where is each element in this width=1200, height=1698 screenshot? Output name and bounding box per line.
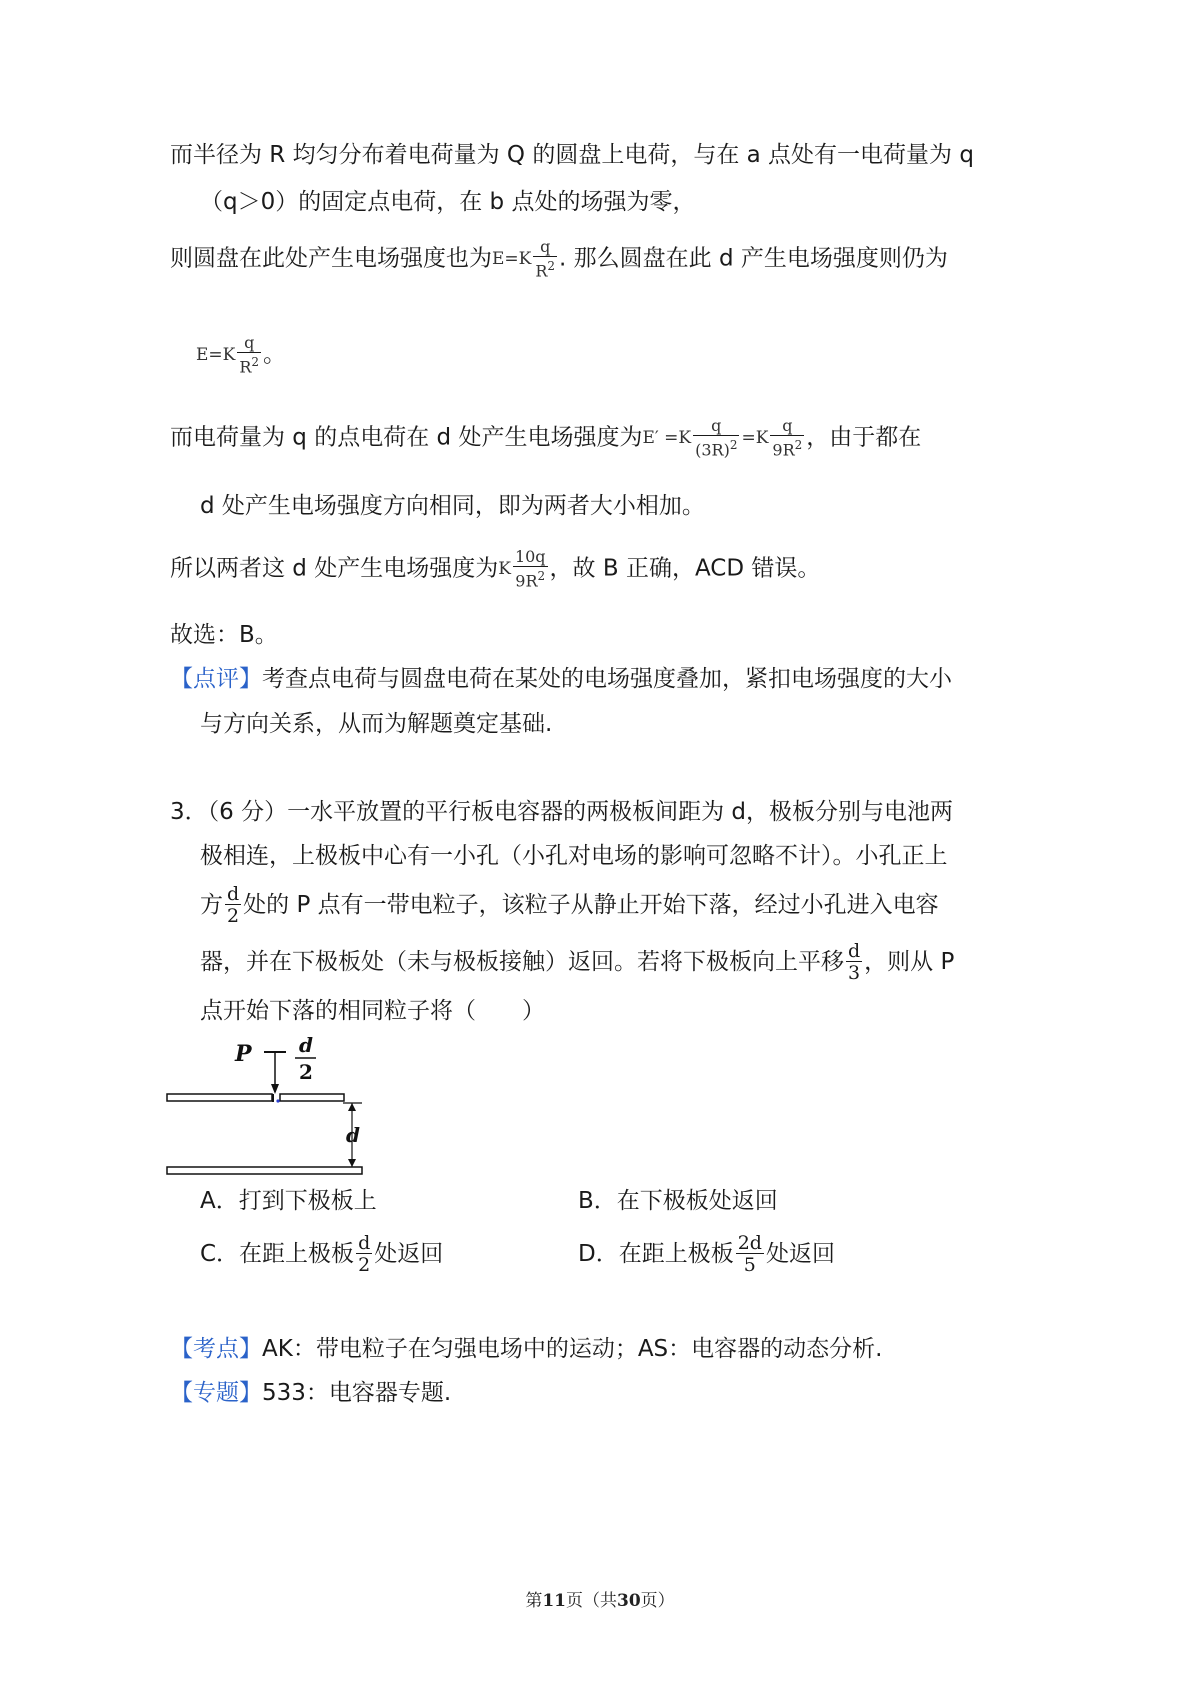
numerator: d	[848, 940, 861, 962]
text-line: d 处产生电场强度方向相同，即为两者大小相加。	[200, 493, 705, 519]
fraction	[846, 941, 862, 984]
formula-e-disk	[492, 238, 559, 280]
question-line: 极相连，上极板中心有一小孔（小孔对电场的影响可忽略不计）。小孔正上	[200, 843, 948, 869]
option-text: 处返回	[374, 1241, 444, 1267]
option-c	[200, 1233, 443, 1276]
upper-plate-right	[280, 1094, 344, 1101]
comment-tag: 【点评】	[170, 666, 262, 692]
formula-op: =K	[664, 428, 692, 449]
question-text: 处的 P 点有一带电粒子，该粒子从静止开始下落，经过小孔进入电容	[243, 892, 939, 918]
comment-line	[170, 664, 952, 694]
capacitor-diagram	[160, 1030, 390, 1180]
formula-e-disk-d	[196, 334, 263, 376]
footer-text: 页（共	[566, 1591, 617, 1611]
fraction	[693, 417, 739, 459]
exponent: 2	[251, 355, 260, 369]
denominator	[237, 353, 261, 376]
comment-line: 与方向关系，从而为解题奠定基础.	[200, 711, 553, 737]
text-line	[196, 334, 286, 376]
option-text: C．在距上极板	[200, 1241, 355, 1267]
option-b: B．在下极板处返回	[578, 1188, 778, 1214]
text-line	[170, 548, 820, 590]
option-d	[578, 1233, 835, 1276]
denominator-base: 9R	[772, 440, 795, 460]
option-a: A．打到下极板上	[200, 1188, 377, 1214]
label-half-d-den: 2	[299, 1060, 313, 1084]
question-text: 方	[200, 892, 223, 918]
text-segment: 所以两者这 d 处产生电场强度为	[170, 555, 499, 582]
denominator-base: (3R)	[695, 440, 730, 460]
exponent: 2	[729, 438, 738, 452]
fraction	[533, 238, 557, 280]
kaodian-line	[170, 1334, 882, 1364]
text-line: 故选：B。	[170, 622, 278, 648]
fraction	[736, 1233, 764, 1276]
text-line: 而半径为 R 均匀分布着电荷量为 Q 的圆盘上电荷，与在 a 点处有一电荷量为 q	[170, 142, 974, 168]
numerator: q	[540, 237, 551, 256]
formula-e-point	[642, 417, 806, 459]
comment-text: 考查点电荷与圆盘电荷在某处的电场强度叠加，紧扣电场强度的大小	[262, 666, 952, 692]
zhuanti-tag: 【专题】	[170, 1380, 262, 1406]
exponent: 2	[794, 438, 803, 452]
denominator	[513, 567, 548, 590]
text-segment: 。	[263, 341, 287, 368]
exponent: 2	[547, 259, 556, 273]
zhuanti-text: 533：电容器专题.	[262, 1380, 452, 1406]
denominator: 3	[848, 962, 861, 984]
text-line	[170, 417, 921, 459]
denominator: 2	[227, 905, 240, 927]
text-line	[170, 238, 948, 280]
zhuanti-line	[170, 1378, 451, 1408]
formula-lhs: K	[498, 559, 511, 580]
label-gap-d: d	[346, 1123, 360, 1147]
lower-plate	[167, 1167, 362, 1174]
total-pages: 30	[617, 1591, 641, 1611]
question-text: 器，并在下极板处（未与极板接触）返回。若将下极板向上平移	[200, 949, 844, 975]
label-p: P	[235, 1041, 252, 1067]
question-line	[170, 797, 953, 827]
text-line: （q＞0）的固定点电荷，在 b 点处的场强为零，	[200, 189, 696, 215]
question-line	[200, 941, 954, 984]
footer-text: 第	[525, 1591, 543, 1611]
question-line: 点开始下落的相同粒子将（ ）	[200, 998, 545, 1024]
denominator-base: 9R	[515, 571, 538, 591]
denominator	[533, 257, 557, 280]
denominator: 2	[358, 1254, 371, 1276]
question-text: （6 分）一水平放置的平行板电容器的两极板间距为 d，极板分别与电池两	[207, 799, 953, 825]
option-text: D．在距上极板	[578, 1241, 734, 1267]
text-segment: . 那么圆盘在此 d 产生电场强度则仍为	[559, 245, 948, 272]
denominator-base: R	[535, 261, 548, 281]
question-number: 3．	[170, 799, 208, 825]
text-segment: ，故 B 正确，ACD 错误。	[549, 555, 821, 582]
numerator: 10q	[514, 547, 546, 566]
label-half-d-num: d	[299, 1033, 313, 1057]
numerator: d	[358, 1232, 371, 1254]
fraction	[513, 548, 548, 590]
numerator: 2d	[737, 1232, 762, 1254]
formula-lhs: E=K	[196, 345, 236, 366]
option-text: 处返回	[765, 1241, 835, 1267]
denominator-base: R	[239, 357, 252, 377]
fraction	[770, 417, 804, 459]
formula-e-total	[498, 548, 549, 590]
denominator	[693, 436, 739, 459]
denominator	[770, 436, 804, 459]
text-segment: 而电荷量为 q 的点电荷在 d 处产生电场强度为	[170, 424, 643, 451]
page-footer	[0, 1586, 1200, 1611]
fraction	[225, 884, 241, 927]
formula-op: =K	[741, 428, 769, 449]
fraction	[356, 1233, 372, 1276]
upper-plate-left	[167, 1094, 272, 1101]
kaodian-text: AK：带电粒子在匀强电场中的运动；AS：电容器的动态分析.	[262, 1336, 883, 1362]
exponent: 2	[537, 569, 546, 583]
page-number: 11	[542, 1591, 566, 1611]
kaodian-tag: 【考点】	[170, 1336, 262, 1362]
numerator: q	[711, 416, 722, 435]
question-text: ，则从 P	[864, 949, 955, 975]
footer-text: 页）	[640, 1591, 675, 1611]
text-segment: ，由于都在	[806, 424, 922, 451]
text-segment: 则圆盘在此处产生电场强度也为	[170, 245, 492, 272]
question-line	[200, 884, 939, 927]
fraction	[237, 334, 261, 376]
numerator: d	[227, 883, 240, 905]
formula-lhs: E=K	[492, 249, 532, 270]
denominator: 5	[743, 1254, 756, 1276]
numerator: q	[782, 416, 793, 435]
formula-lhs: E′	[642, 428, 659, 449]
numerator: q	[244, 333, 255, 352]
